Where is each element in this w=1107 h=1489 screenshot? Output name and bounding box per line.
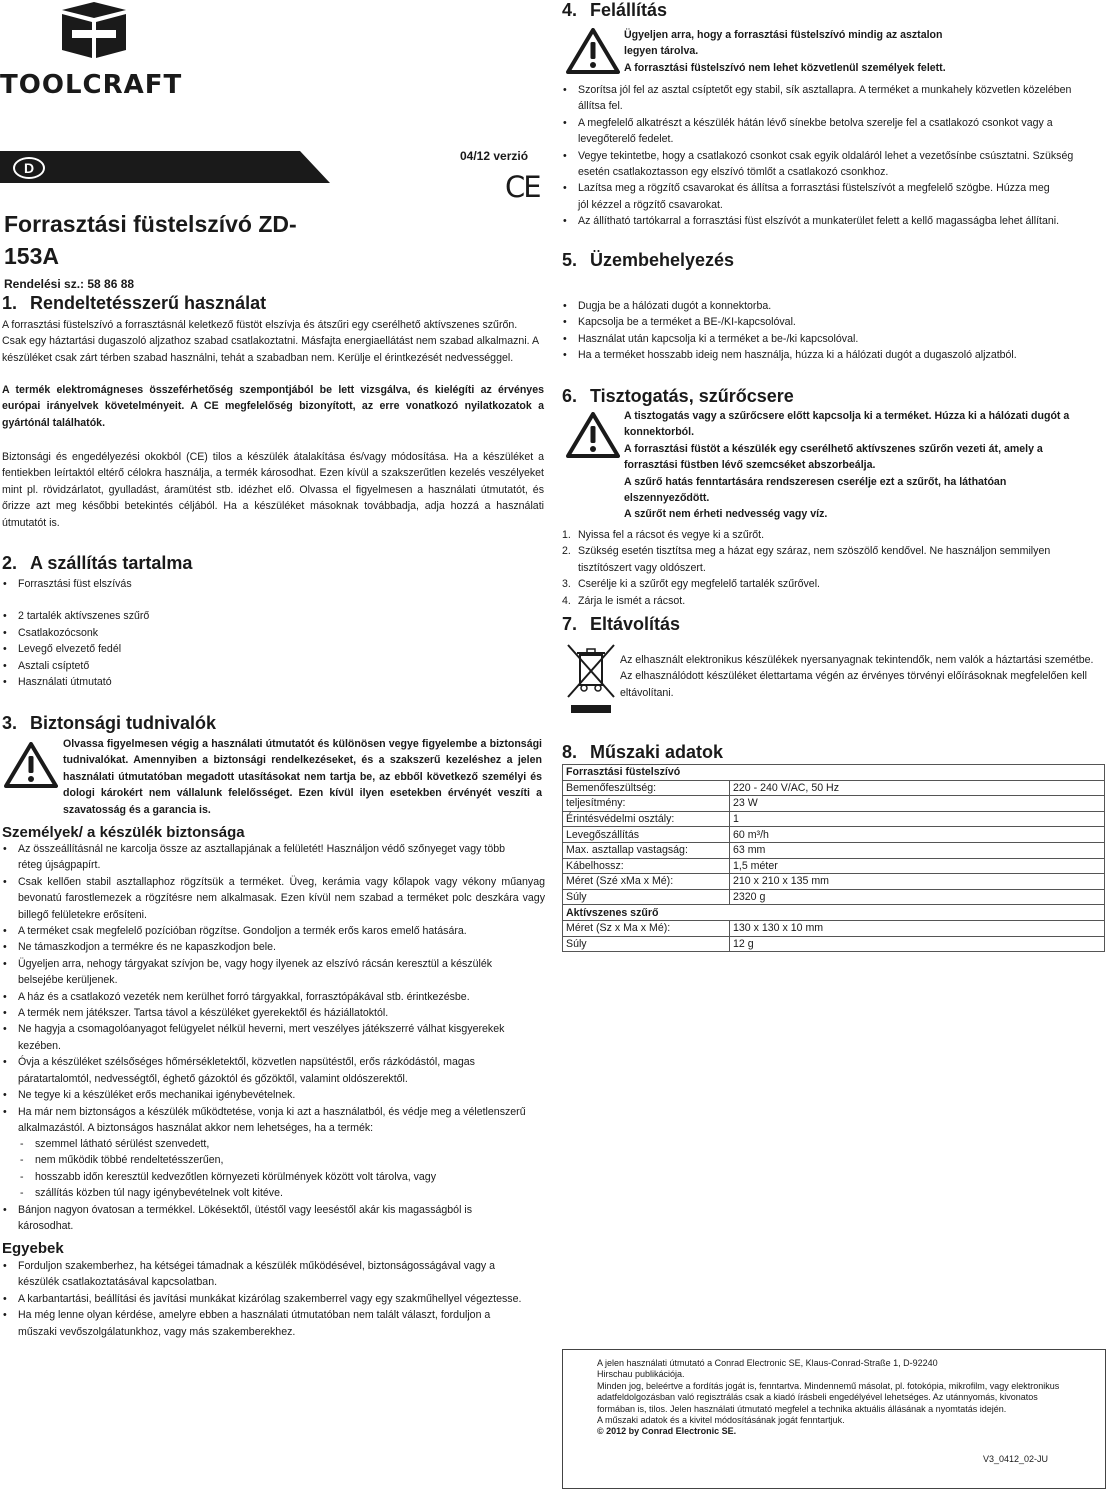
table-row xyxy=(563,858,1105,874)
technical-data-table xyxy=(562,764,1105,952)
section-1-paragraph-1: A forrasztási füstelszívó a forrasztásnál keletkező füstöt elszívja és átszűri egy cserélhető aktívszenes szűrőn. Csak egy háztartási dugaszoló aljzathoz szabad csatlakoztatni. Másfajta energiaellátást nem szabad alkalmazni. A készüléket csak zárt térben szabad használni, tehát a szabadban nem. Kerülje el érintkezését nedvességgel. xyxy=(2,319,539,364)
other-list xyxy=(2,1258,545,1340)
list-item: • A karbantartási, beállítási és javítási munkákat kizárólag szakemberrel vagy egy szakműhellyel végeztesse. xyxy=(2,1291,545,1307)
section-7-heading: 7. Eltávolítás xyxy=(562,614,681,634)
table-group-header: Forrasztási füstelszívó xyxy=(563,765,1105,781)
list-item: • Vegye tekintetbe, hogy a csatlakozó csonkot csak egyik oldaláról lehet a vezetősínbe csúsztatni. Szükség esetén csatlakoztasson egy elszívó tömlőt a csatlakozó csonkhoz. xyxy=(562,148,1092,181)
safety-subheading: Személyek/ a készülék biztonsága xyxy=(2,824,245,841)
section-5-heading: 5. Üzembehelyezés xyxy=(562,250,735,270)
warning-line: A tisztogatás vagy a szűrőcsere előtt kapcsolja ki a terméket. Húzza ki a hálózati dugót a konnektorból. xyxy=(624,410,1070,439)
list-item: • Ha még lenne olyan kérdése, amelyre ebben a használati útmutatóban nem talált választ, forduljon a műszaki vevőszolgálatunkhoz, vagy más szakemberekhez. xyxy=(2,1307,545,1340)
list-item: - szállítás közben túl nagy igénybevételnek volt kitéve. xyxy=(2,1185,542,1201)
imprint-line: A műszaki adatok és a kivitel módosításának jogát fenntartjuk. xyxy=(597,1415,845,1426)
warning-line: A forrasztási füstöt a készülék egy cserélhető aktívszenes szűrőn vezeti át, amely a forrasztási füstben lévő szemcséket abszorbeálja. xyxy=(624,442,1043,472)
table-cell-label: Súly xyxy=(563,936,730,952)
table-row xyxy=(563,920,1105,936)
imprint-line: Minden jog, beleértve a fordítás jogát is, fenntartva. Mindennemű másolat, pl. fotokópia, mikrofilm, vagy elektronikus adatfeldolgozásban való regisztrálás csak a kiadó írásbeli engedélyével lehetséges. Az utánnyomás, kivonatos formában is, tilos. Jelen használati útmutató megfelel a technika aktuális állásának a nyomtatás idején. xyxy=(597,1380,1060,1414)
brand-name: TOOLCRAFT xyxy=(0,70,183,100)
table-row xyxy=(563,796,1105,812)
warning-line: A szűrőt nem érheti nedvesség vagy víz. xyxy=(624,508,828,521)
imprint-line: Hirschau publikációja. xyxy=(597,1369,685,1380)
table-cell-value: 2320 g xyxy=(730,889,1105,905)
list-item: - szemmel látható sérülést szenvedett, xyxy=(2,1136,542,1152)
version-label: 04/12 verzió xyxy=(460,149,529,163)
list-item: • Ne támaszkodjon a termékre és ne kapaszkodjon bele. xyxy=(2,939,545,955)
list-item: • Levegő elvezető fedél xyxy=(2,641,542,657)
table-cell-label: teljesítmény: xyxy=(563,796,730,812)
imprint-copyright: © 2012 by Conrad Electronic SE. xyxy=(597,1426,737,1437)
crossed-bin-icon xyxy=(566,643,616,701)
list-item: • Csatlakozócsonk xyxy=(2,625,542,641)
table-cell-label: Bemenőfeszültség: xyxy=(563,780,730,796)
safety-list-last xyxy=(2,1202,522,1235)
table-cell-value: 63 mm xyxy=(730,842,1105,858)
table-cell-label: Kábelhossz: xyxy=(563,858,730,874)
list-item: • Ha már nem biztonságos a készülék működtetése, vonja ki azt a használatból, és védje meg a véletlenszerű alkalmazástól. A biztonságos használat akkor nem lehetséges, ha a termék: xyxy=(2,1104,545,1137)
section-2-heading: 2. A szállítás tartalma xyxy=(2,553,193,573)
list-item: • Használat után kapcsolja ki a terméket a be-/ki kapcsolóval. xyxy=(562,331,1092,347)
document-code: V3_0412_02-JU xyxy=(983,1454,1049,1464)
table-row xyxy=(563,827,1105,843)
table-row xyxy=(563,889,1105,905)
ce-mark: CE xyxy=(505,170,540,204)
imprint-box xyxy=(562,1349,1106,1489)
weee-bar xyxy=(571,705,611,713)
list-item: • Kapcsolja be a terméket a BE-/KI-kapcsolóval. xyxy=(562,314,1092,330)
table-cell-value: 12 g xyxy=(730,936,1105,952)
list-item: • Ha a terméket hosszabb ideig nem használja, húzza ki a hálózati dugót a dugaszoló aljzatból. xyxy=(562,347,1092,363)
list-item: • Az állítható tartókarral a forrasztási füst elszívót a munkaterület felett a kellő magasságba lehet állítani. xyxy=(562,213,1092,229)
order-number: Rendelési sz.: 58 86 88 xyxy=(4,277,135,291)
document-title: Forrasztási füstelszívó ZD-153A xyxy=(4,211,297,269)
table-row xyxy=(563,842,1105,858)
section-7-text: Az elhasznált elektronikus készülékek nyersanyagnak tekintendők, nem valók a háztartási szemétbe. Az elhasználódott készüléket élettartama végén az érvényes törvényi előírásoknak megfelelően kell eltávolítani. xyxy=(620,654,1094,699)
section-6-warning xyxy=(624,408,1094,523)
table-cell-value: 130 x 130 x 10 mm xyxy=(730,920,1105,936)
section-1-paragraph-3: Biztonsági és engedélyezési okokból (CE) tilos a készülék átalakítása és/vagy módosítása. Ha a készüléket a fentiekben leírtaktól eltérő célokra használja, a termék károsodhat. Ezen kívül a szakszerűtlen kezelés veszélyeket mint pl. rövidzárlatot, gyulladást, áramütést stb. idézhet elő. Olvassa el figyelmesen a használati útmutatót, és őrizze azt meg későbbi betekintés céljából. Ha a készüléket másoknak továbbadja, adja hozzá a használati útmutatót is. xyxy=(2,451,544,529)
table-cell-label: Max. asztallap vastagság: xyxy=(563,842,730,858)
delivery-contents-list xyxy=(2,576,542,690)
warning-triangle-icon xyxy=(4,742,58,788)
toolcraft-logo-icon xyxy=(62,2,126,58)
list-item: • Az összeállításnál ne karcolja össze az asztallapjának a felületét! Használjon védő szőnyeget vagy több réteg újságpapírt. xyxy=(2,841,545,874)
table-row xyxy=(563,874,1105,890)
list-item: • Ne tegye ki a készüléket erős mechanikai igénybevételnek. xyxy=(2,1087,545,1103)
safety-list xyxy=(2,841,545,1136)
list-item: • Ügyeljen arra, nehogy tárgyakat szívjon be, vagy hogy ilyenek az elszívó rácsán keresztül a készülék belsejébe kerüljenek. xyxy=(2,956,545,989)
list-item: • 2 tartalék aktívszenes szűrő xyxy=(2,608,542,624)
table-row xyxy=(563,936,1105,952)
brand-logo xyxy=(0,0,190,110)
table-group-header: Aktívszenes szűrő xyxy=(563,905,1105,921)
section-3-heading: 3. Biztonsági tudnivalók xyxy=(2,713,217,733)
table-cell-value: 1 xyxy=(730,811,1105,827)
list-item: • A ház és a csatlakozó vezeték nem kerülhet forró tárgyakkal, forrasztópákával stb. érintkezésbe. xyxy=(2,989,545,1005)
list-item: • Dugja be a hálózati dugót a konnektorba. xyxy=(562,298,1092,314)
warning-triangle-icon xyxy=(566,412,620,458)
table-cell-value: 60 m³/h xyxy=(730,827,1105,843)
table-cell-label: Méret (Szé xMa x Mé): xyxy=(563,874,730,890)
list-item: • Asztali csíptető xyxy=(2,658,542,674)
list-item: • Forrasztási füst elszívás xyxy=(2,576,542,592)
section-6-heading: 6. Tisztogatás, szűrőcsere xyxy=(562,386,794,406)
list-item: • A terméket csak megfelelő pozícióban rögzítse. Gondoljon a termék erős karos emelő hatására. xyxy=(2,923,545,939)
section-3-warning: Olvassa figyelmesen végig a használati útmutatót és különösen vegye figyelembe a biztonsági tudnivalókat. Amennyiben a biztonsági rendelkezéseket, és a szakszerű kezeléshez a jelen használati útmutatóban megadott utasításokat nem tartja be, az ebből következő személyi és dologi károkért nem vállalunk felelősséget. Ezen kívül ilyen esetekben érvényét veszíti a szavatosság és a garancia is. xyxy=(63,738,542,816)
list-item: • Lazítsa meg a rögzítő csavarokat és állítsa a forrasztási füstelszívót a megfelelő szögbe. Húzza meg jól kézzel a rögzítő csavarokat. xyxy=(562,180,1092,213)
list-item: • A termék nem játékszer. Tartsa távol a készüléket gyerekektől és háziállatoktól. xyxy=(2,1005,545,1021)
table-cell-value: 1,5 méter xyxy=(730,858,1105,874)
section-4-heading: 4. Felállítás xyxy=(562,0,668,20)
warning-line: legyen tárolva. xyxy=(624,45,699,58)
language-code: D xyxy=(13,157,45,179)
table-cell-value: 23 W xyxy=(730,796,1105,812)
list-item: 4. Zárja le ismét a rácsot. xyxy=(562,594,686,607)
other-subheading: Egyebek xyxy=(2,1240,64,1257)
unsafe-conditions-list xyxy=(2,1136,542,1202)
operation-list xyxy=(562,298,1092,364)
table-cell-value: 220 - 240 V/AC, 50 Hz xyxy=(730,780,1105,796)
table-cell-label: Levegőszállítás xyxy=(563,827,730,843)
filter-change-steps xyxy=(562,527,1092,609)
list-item: • Ne hagyja a csomagolóanyagot felügyelet nélkül heverni, mert veszélyes játékszerré válhat kisgyerekek kezében. xyxy=(2,1021,545,1054)
section-1-heading: 1. Rendeltetésszerű használat xyxy=(2,293,267,313)
section-4-warning xyxy=(624,27,1064,76)
warning-line: Ügyeljen arra, hogy a forrasztási füstelszívó mindig az asztalon xyxy=(624,29,943,41)
list-item: • Óvja a készüléket szélsőséges hőmérsékletektől, közvetlen napsütéstől, erős rázkódástól, magas páratartalomtól, nedvességtől, éghető gázoktól és gőzöktől, valamint oldószerektől. xyxy=(2,1054,545,1087)
warning-line: A forrasztási füstelszívó nem lehet közvetlenül személyek felett. xyxy=(624,61,946,74)
table-cell-value: 210 x 210 x 135 mm xyxy=(730,874,1105,890)
list-item: • Szorítsa jól fel az asztal csíptetőt egy stabil, sík asztallapra. A terméket a munkahely közvetlen közelében állítsa fel. xyxy=(562,82,1092,115)
table-row xyxy=(563,765,1105,781)
list-item: • Használati útmutató xyxy=(2,674,542,690)
list-item: • Forduljon szakemberhez, ha kétségei támadnak a készülék működésével, biztonságosságával vagy a készülék csatlakoztatásával kapcsolatban. xyxy=(2,1258,545,1291)
table-row xyxy=(563,905,1105,921)
warning-line: A szűrő hatás fenntartására rendszeresen cserélje ezt a szűrőt, ha láthatóan elszennyeződött. xyxy=(624,475,1007,505)
setup-list xyxy=(562,82,1092,230)
list-item: • A megfelelő alkatrészt a készülék hátán lévő sínekbe betolva szerelje fel a csatlakozó csonkot vagy a levegőterelő fedelet. xyxy=(562,115,1092,148)
table-cell-label: Érintésvédelmi osztály: xyxy=(563,811,730,827)
list-item: - hosszabb időn keresztül kedvezőtlen környezeti körülmények között volt tárolva, vagy xyxy=(2,1169,542,1185)
section-1-paragraph-2: A termék elektromágneses összeférhetőség szempontjából be lett vizsgálva, és kielégíti az érvényes európai irányelvek követelményeit. A CE megfelelőség bizonyított, az erre vonatkozó nyilatkozatok a gyártónál találhatók. xyxy=(2,384,544,429)
list-item: 3. Cserélje ki a szűrőt egy megfelelő tartalék szűrővel. xyxy=(562,578,820,591)
list-item: • Csak kellően stabil asztallaphoz rögzítsük a terméket. Üveg, kerámia vagy kőlapok vagy vékony műanyag bevonatú farostlemezek a rögzítésre nem alkalmasak. Ezen kívül nem szabad a terméket polc deszkára vagy billegő felületekre erősíteni. xyxy=(2,874,545,923)
list-item: - nem működik többé rendeltetésszerűen, xyxy=(2,1152,542,1168)
list-item: 1. Nyissa fel a rácsot és vegye ki a szűrőt. xyxy=(562,529,765,541)
warning-triangle-icon xyxy=(566,28,620,74)
section-8-heading: 8. Műszaki adatok xyxy=(562,742,724,762)
table-cell-label: Súly xyxy=(563,889,730,905)
imprint-line: A jelen használati útmutató a Conrad Electronic SE, Klaus-Conrad-Straße 1, D-92240 xyxy=(597,1358,938,1368)
table-row xyxy=(563,811,1105,827)
table-cell-label: Méret (Sz x Ma x Mé): xyxy=(563,920,730,936)
list-item: 2. Szükség esetén tisztítsa meg a házat egy száraz, nem szöszölő kendővel. Ne használjon semmilyen tisztítószert vagy oldószert. xyxy=(562,545,1051,574)
table-row xyxy=(563,780,1105,796)
language-bar xyxy=(0,151,330,183)
list-item: • Bánjon nagyon óvatosan a termékkel. Lökésektől, ütéstől vagy leeséstől akár kis magasságból is károsodhat. xyxy=(2,1202,522,1235)
